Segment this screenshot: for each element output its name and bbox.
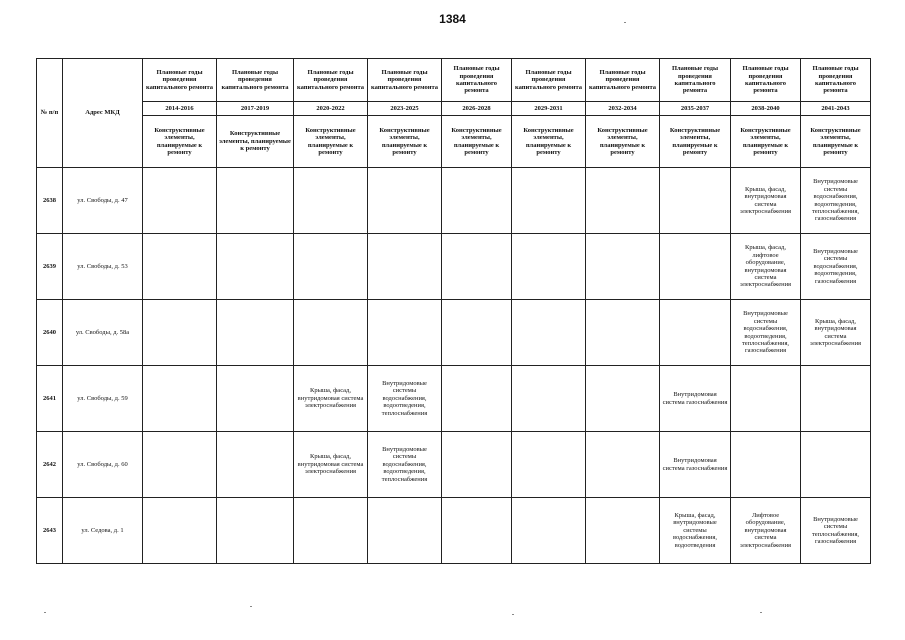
plan-cell [586,366,660,432]
plan-cell [586,432,660,498]
header-period: 2032-2034 [586,102,660,116]
header-elements-label: Конструктивные элементы, планируемые к ремонту [368,116,442,168]
table-row [37,234,871,300]
header-plan-label: Плановые годы проведения капитального ремонта [801,59,871,102]
plan-cell: Внутридомовые системы водоснабжения, водоотведения, газоснабжения [801,234,871,300]
plan-cell [143,168,217,234]
plan-cell [217,168,294,234]
plan-cell [143,300,217,366]
header-elements-label: Конструктивные элементы, планируемые к ремонту [217,116,294,168]
plan-cell [801,366,871,432]
plan-cell [217,432,294,498]
header-elements-label: Конструктивные элементы, планируемые к ремонту [143,116,217,168]
header-elements-label: Конструктивные элементы, планируемые к ремонту [801,116,871,168]
plan-cell [368,300,442,366]
header-elements-label: Конструктивные элементы, планируемые к ремонту [731,116,801,168]
header-elements-label: Конструктивные элементы, планируемые к ремонту [512,116,586,168]
row-address: ул. Седова, д. 1 [63,498,143,564]
row-number: 2642 [37,432,63,498]
row-address: ул. Свободы, д. 60 [63,432,143,498]
plan-cell [586,234,660,300]
plan-cell [294,168,368,234]
scan-speck [250,606,252,607]
plan-cell [294,300,368,366]
plan-cell [801,432,871,498]
plan-cell: Внутридомовые системы водоснабжения, водоотведения, теплоснабжения [368,432,442,498]
plan-cell [217,234,294,300]
header-plan-label: Плановые годы проведения капитального ремонта [660,59,731,102]
plan-cell [512,498,586,564]
plan-cell [586,168,660,234]
plan-cell: Крыша, фасад, лифтовое оборудование, внутридомовая система электроснабжения [731,234,801,300]
plan-cell [660,300,731,366]
plan-cell: Лифтовое оборудование, внутридомовая система электроснабжения [731,498,801,564]
table-row [37,366,871,432]
header-period: 2020-2022 [294,102,368,116]
plan-cell [368,168,442,234]
header-plan-label: Плановые годы проведения капитального ремонта [731,59,801,102]
plan-cell [143,234,217,300]
plan-cell [731,366,801,432]
header-address: Адрес МКД [63,59,143,168]
table-row [37,498,871,564]
plan-cell [217,498,294,564]
row-address: ул. Свободы, д. 53 [63,234,143,300]
plan-cell [660,168,731,234]
plan-cell [731,432,801,498]
plan-cell [294,234,368,300]
header-period: 2029-2031 [512,102,586,116]
plan-cell [512,366,586,432]
header-plan-label: Плановые годы проведения капитального ремонта [217,59,294,102]
plan-cell [442,300,512,366]
header-plan-label: Плановые годы проведения капитального ремонта [368,59,442,102]
header-period: 2023-2025 [368,102,442,116]
header-elements-label: Конструктивные элементы, планируемые к ремонту [294,116,368,168]
row-number: 2641 [37,366,63,432]
row-address: ул. Свободы, д. 58а [63,300,143,366]
scan-speck [624,22,626,23]
plan-cell: Внутридомовая система газоснабжения [660,432,731,498]
table-row [37,168,871,234]
scan-speck [760,612,762,613]
plan-cell [442,498,512,564]
plan-cell: Крыша, фасад, внутридомовая система электроснабжения [294,432,368,498]
plan-cell [442,432,512,498]
plan-cell: Крыша, фасад, внутридомовые системы водоснабжения, водоотведения [660,498,731,564]
header-elements-label: Конструктивные элементы, планируемые к ремонту [586,116,660,168]
plan-cell: Внутридомовые системы водоснабжения, водоотведения, теплоснабжения [368,366,442,432]
capital-repair-plan-table [36,58,871,564]
plan-cell: Крыша, фасад, внутридомовая система электроснабжения [294,366,368,432]
plan-cell [660,234,731,300]
scan-speck [512,614,514,615]
header-plan-label: Плановые годы проведения капитального ремонта [143,59,217,102]
header-plan-label: Плановые годы проведения капитального ремонта [294,59,368,102]
plan-cell: Внутридомовая система газоснабжения [660,366,731,432]
header-period: 2041-2043 [801,102,871,116]
row-number: 2640 [37,300,63,366]
plan-cell [442,168,512,234]
row-number: 2643 [37,498,63,564]
plan-cell: Внутридомовые системы теплоснабжения, газоснабжения [801,498,871,564]
plan-cell [512,168,586,234]
plan-cell [442,366,512,432]
plan-cell [217,366,294,432]
table-row [37,300,871,366]
plan-cell [512,234,586,300]
header-period: 2038-2040 [731,102,801,116]
scan-speck [44,612,46,613]
plan-cell [442,234,512,300]
plan-cell [512,432,586,498]
page-number: 1384 [439,12,466,26]
plan-cell: Внутридомовые системы водоснабжения, водоотведения, теплоснабжения, газоснабжения [801,168,871,234]
header-plan-label: Плановые годы проведения капитального ремонта [586,59,660,102]
header-elements-label: Конструктивные элементы, планируемые к ремонту [660,116,731,168]
plan-cell [143,366,217,432]
plan-cell [586,498,660,564]
row-number: 2639 [37,234,63,300]
plan-cell [586,300,660,366]
plan-cell: Крыша, фасад, внутридомовая система электроснабжения [731,168,801,234]
plan-cell: Крыша, фасад, внутридомовая система электроснабжения [801,300,871,366]
plan-cell [368,234,442,300]
row-address: ул. Свободы, д. 47 [63,168,143,234]
plan-cell [512,300,586,366]
plan-cell: Внутридомовые системы водоснабжения, водоотведения, теплоснабжения, газоснабжения [731,300,801,366]
header-plan-label: Плановые годы проведения капитального ремонта [512,59,586,102]
row-number: 2638 [37,168,63,234]
header-period: 2035-2037 [660,102,731,116]
plan-cell [294,498,368,564]
header-period: 2026-2028 [442,102,512,116]
header-num: № п/п [37,59,63,168]
table-row [37,432,871,498]
plan-cell [217,300,294,366]
plan-cell [368,498,442,564]
header-elements-label: Конструктивные элементы, планируемые к ремонту [442,116,512,168]
plan-cell [143,498,217,564]
header-period: 2017-2019 [217,102,294,116]
row-address: ул. Свободы, д. 59 [63,366,143,432]
plan-cell [143,432,217,498]
header-period: 2014-2016 [143,102,217,116]
header-plan-label: Плановые годы проведения капитального ремонта [442,59,512,102]
